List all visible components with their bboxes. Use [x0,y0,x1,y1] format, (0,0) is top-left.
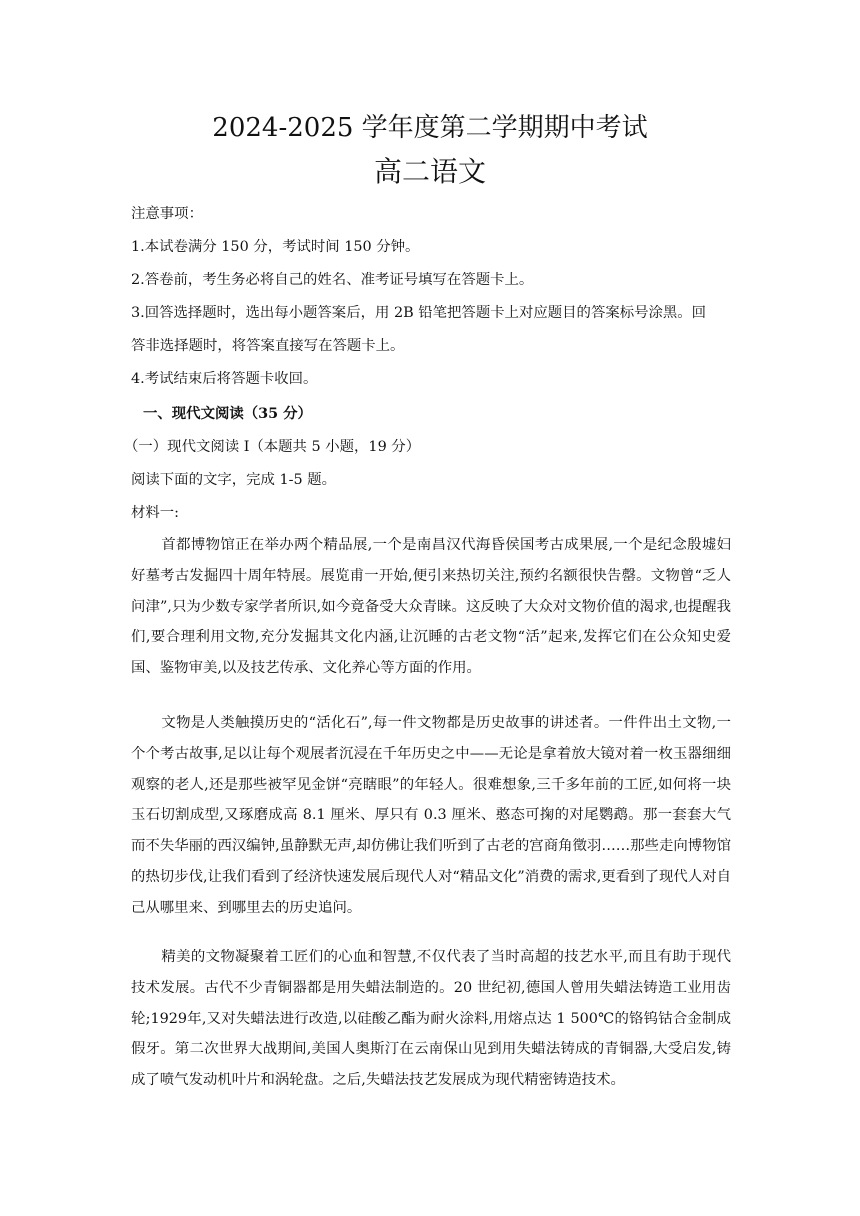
reading-instruction: 阅读下面的文字，完成 1-5 题。 [131,472,337,488]
material-label: 材料一: [131,505,180,521]
section-subheading: （一）现代文阅读 I（本题共 5 小题，19 分） [124,439,421,455]
body-paragraph: 精美的文物凝聚着工匠们的心血和智慧,不仅代表了当时高超的技艺水平,而且有助于现代技术发展。古代不少青铜器都是用失蜡法制造的。20 世纪初,德国人曾用失蜡法铸造工业用齿轮;1929年,又对失蜡法进行改造,以硅酸乙酯为耐火涂料,用熔点达 1 500℃的铬钨钴合金制成假牙。第二次世界大战期间,美国人奥斯汀在云南保山见到用失蜡法铸成的青铜器,大受启发,铸成了喷气发动机叶片和涡轮盘。之后,失蜡法技艺发展成为现代精密铸造技术。 [131,949,731,1089]
notice-heading: 注意事项： [131,206,203,222]
notice-item: 2.答卷前，考生务必将自己的姓名、准考证号填写在答题卡上。 [131,272,534,288]
notice-item: 1.本试卷满分 150 分，考试时间 150 分钟。 [131,239,420,255]
notice-item: 答非选择题时，将答案直接写在答题卡上。 [131,338,405,354]
section-heading: 一、现代文阅读（35 分） [143,405,312,422]
exam-subtitle: 高二语文 [373,155,486,188]
body-paragraph: 文物是人类触摸历史的“活化石”,每一件文物都是历史故事的讲述者。一件件出土文物,一个个考古故事,足以让每个观展者沉浸在千年历史之中——无论是拿着放大镜对着一枚玉器细细观察的老人,还是那些被罕见金饼“亮瞎眼”的年轻人。很难想象,三千多年前的工匠,如何将一块玉石切割成型,又琢磨成高 8.1 厘米、厚只有 0.3 厘米、憨态可掬的对尾鹦鹉。那一套套大气而不失华丽的西汉编钟,虽静默无声,却仿佛让我们听到了古老的宫商角徵羽……那些走向博物馆的热切步伐,让我们看到了经济快速发展后现代人对“精品文化”消费的需求,更看到了现代人对自己从哪里来、到哪里去的历史追问。 [131,715,731,916]
body-paragraph: 首都博物馆正在举办两个精品展,一个是南昌汉代海昏侯国考古成果展,一个是纪念殷墟妇好墓考古发掘四十周年特展。展览甫一开始,便引来热切关注,预约名额很快告罄。文物曾“乏人问津”,只为少数专家学者所识,如今竟备受大众青睐。这反映了大众对文物价值的渴求,也提醒我们,要合理利用文物,充分发掘其文化内涵,让沉睡的古老文物“活”起来,发挥它们在公众知史爱国、鉴物审美,以及技艺传承、文化养心等方面的作用。 [131,537,731,677]
notice-item: 3.回答选择题时，选出每小题答案后，用 2B 铅笔把答题卡上对应题目的答案标号涂黑。回 [131,305,707,321]
notice-item: 4.考试结束后将答题卡收回。 [131,371,318,387]
exam-title: 2024-2025 学年度第二学期期中考试 [212,113,648,143]
